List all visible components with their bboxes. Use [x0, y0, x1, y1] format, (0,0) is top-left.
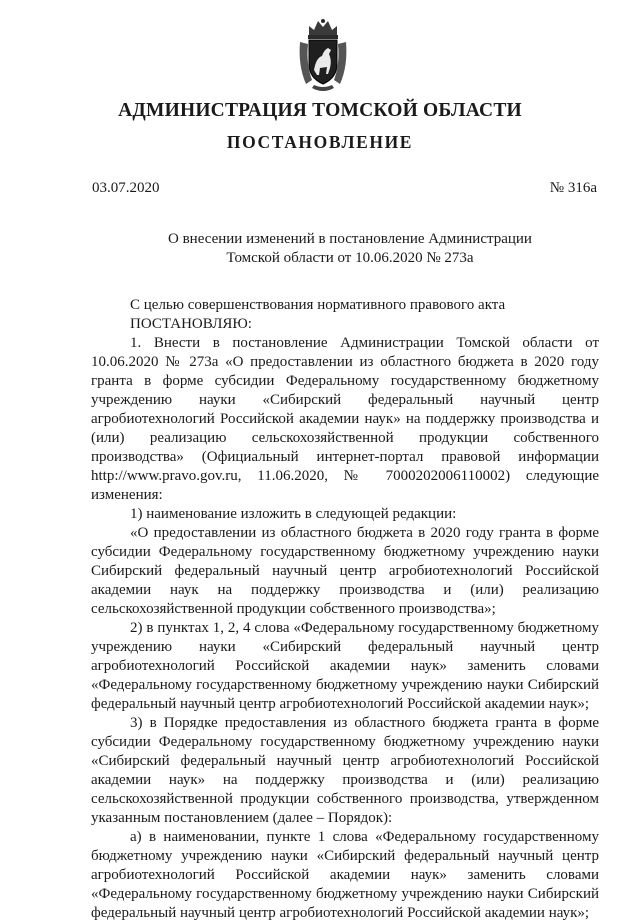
- subject-line: О внесении изменений в постановление Администрации: [168, 231, 532, 247]
- body-paragraph: а) в наименовании, пункте 1 слова «Федеральному государственному бюджетному учреждению науки «Сибирский федеральный научный центр агробиотехнологий Российской академии наук» заменить словами «Федеральному государственному бюджетному учреждению науки Сибирский федеральный научный центр агробиотехнологий Российской академии наук»;: [91, 829, 599, 921]
- document-number: № 316а: [549, 180, 597, 196]
- subject-line: Томской области от 10.06.2020 № 273а: [226, 250, 474, 266]
- document-date: 03.07.2020: [92, 180, 160, 196]
- body-paragraph: 3) в Порядке предоставления из областного бюджета гранта в форме субсидии Федеральному государственному бюджетному учреждению науки «Сибирский федеральный научный центр агробиотехнологий Российской академии наук» на поддержку производства и (или) реализацию сельскохозяйственной продукции собственного производства, утвержденном указанным постановлением (далее – Порядок):: [91, 715, 599, 826]
- document-body: [91, 296, 599, 923]
- preamble: С целью совершенствования нормативного правового акта: [130, 297, 506, 313]
- document-subject: [150, 230, 550, 268]
- body-paragraph: 1. Внести в постановление Администрации Томской области от 10.06.2020 № 273а «О предоставлении из областного бюджета в 2020 году гранта в форме субсидии Федеральному государственному бюджетному учреждению науки «Сибирский федеральный научный центр агробиотехнологий Российской академии наук» на поддержку производства и (или) реализацию сельскохозяйственной продукции собственного производства» (Официальный интернет-портал правовой информации http://www.pravo.gov.ru, 11.06.2020, № 7000202006110002) следующие изменения:: [91, 335, 599, 503]
- document-type: ПОСТАНОВЛЕНИЕ: [226, 132, 414, 152]
- coat-of-arms-icon: [298, 18, 348, 94]
- organization-title: АДМИНИСТРАЦИЯ ТОМСКОЙ ОБЛАСТИ: [118, 100, 522, 121]
- body-paragraph: 2) в пунктах 1, 2, 4 слова «Федеральному государственному бюджетному учреждению науки «Сибирский федеральный научный центр агробиотехнологий Российской академии наук» заменить словами «Федеральному государственному бюджетному учреждению науки Сибирский федеральный научный центр агробиотехнологий Российской академии наук»;: [91, 620, 599, 712]
- body-paragraph: 1) наименование изложить в следующей редакции:: [130, 506, 457, 522]
- body-paragraph: «О предоставлении из областного бюджета в 2020 году гранта в форме субсидии Федеральному государственному бюджетному учреждению науки Сибирский федеральный научный центр агробиотехнологий Российской академии наук на поддержку производства и (или) реализацию сельскохозяйственной продукции собственного производства»;: [91, 525, 599, 617]
- resolve-word: ПОСТАНОВЛЯЮ:: [130, 316, 252, 332]
